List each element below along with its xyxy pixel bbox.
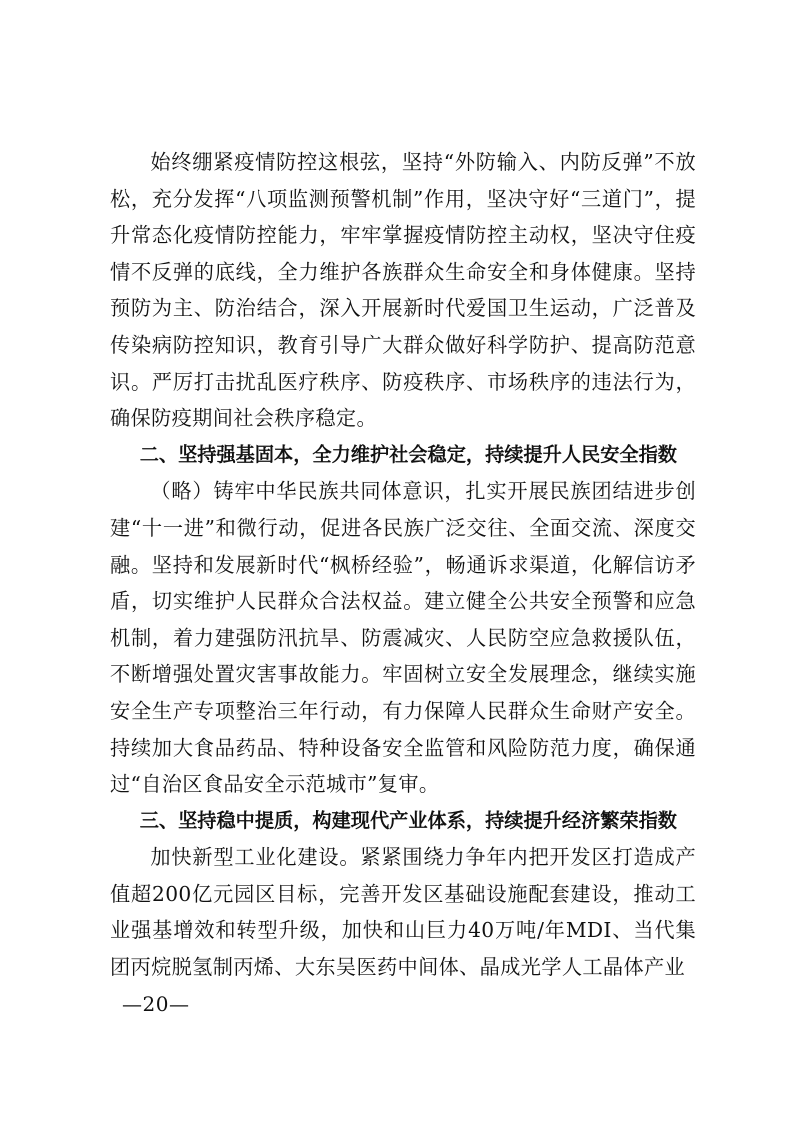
page-number: —20— (122, 992, 190, 1016)
paragraph-social-stability: （略）铸牢中华民族共同体意识，扎实开展民族团结进步创建“十一进”和微行动，促进各民族广泛交往、全面交流、深度交融。坚持和发展新时代“枫桥经验”，畅通诉求渠道，化解信访矛盾，切实维护人民群众合法权益。建立健全公共安全预警和应急机制，着力建强防汛抗旱、防震减灾、人民防空应急救援队伍，不断增强处置灾害事故能力。牢固树立安全发展理念，继续实施安全生产专项整治三年行动，有力保障人民群众生命财产安全。持续加大食品药品、特种设备安全监管和风险防范力度，确保通过“自治区食品安全示范城市”复审。 (110, 479, 696, 797)
paragraph-industrialization: 加快新型工业化建设。紧紧围绕力争年内把开发区打造成产值超200亿元园区目标，完善开发区基础设施配套建设，推动工业强基增效和转型升级，加快和山巨力40万吨/年MDI、当代集团丙烷脱氢制丙烯、大东吴医药中间体、晶成光学人工晶体产业 (110, 845, 696, 980)
document-body (110, 144, 696, 986)
section-heading-social-stability: 二、坚持强基固本，全力维护社会稳定，持续提升人民安全指数 (139, 442, 677, 466)
paragraph-epidemic-control: 始终绷紧疫情防控这根弦，坚持“外防输入、内防反弹”不放松，充分发挥“八项监测预警机制”作用，坚决守好“三道门”，提升常态化疫情防控能力，牢牢掌握疫情防控主动权，坚决守住疫情不反弹的底线，全力维护各族群众生命安全和身体健康。坚持预防为主、防治结合，深入开展新时代爱国卫生运动，广泛普及传染病防控知识，教育引导广大群众做好科学防护、提高防范意识。严厉打击扰乱医疗秩序、防疫秩序、市场秩序的违法行为，确保防疫期间社会秩序稳定。 (110, 150, 696, 431)
section-heading-economic-prosperity: 三、坚持稳中提质，构建现代产业体系，持续提升经济繁荣指数 (139, 808, 677, 832)
